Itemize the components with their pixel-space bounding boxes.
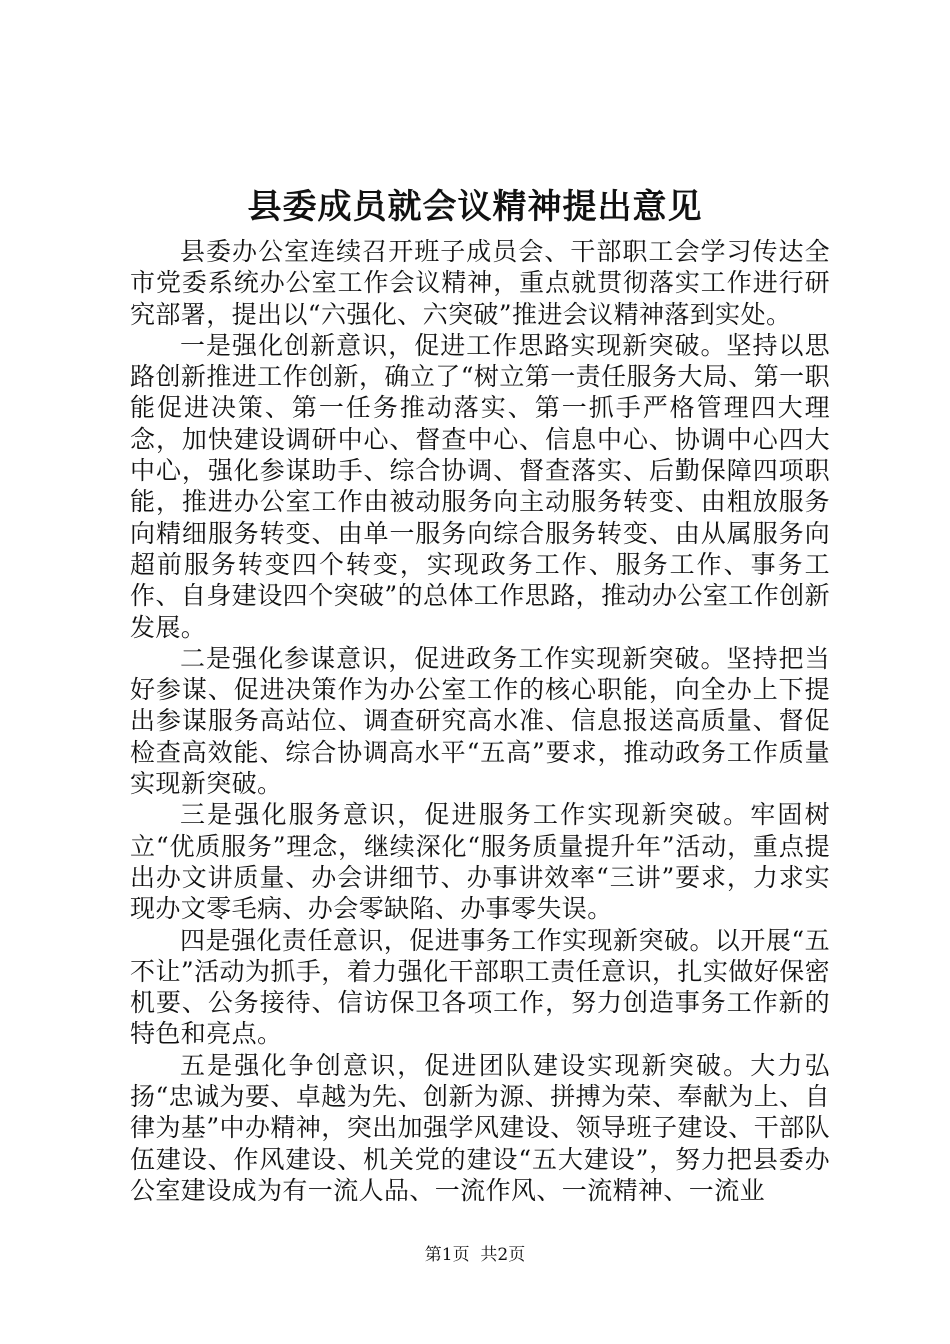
paragraph-point-5: 五是强化争创意识，促进团队建设实现新突破。大力弘扬“忠诚为要、卓越为先、创新为源、拼搏为荣、奉献为上、自律为基”中办精神，突出加强学风建设、领导班子建设、干部队伍建设、作风建设、机关党的建设“五大建设”，努力把县委办公室建设成为有一流人品、一流作风、一流精神、一流业 <box>130 1050 830 1205</box>
page-number: 第1页 <box>424 1245 470 1265</box>
paragraph-point-1: 一是强化创新意识，促进工作思路实现新突破。坚持以思路创新推进工作创新，确立了“树立第一责任服务大局、第一职能促进决策、第一任务推动落实、第一抓手严格管理四大理念，加快建设调研中心、督查中心、信息中心、协调中心四大中心，强化参谋助手、综合协调、督查落实、后勤保障四项职能，推进办公室工作由被动服务向主动服务转变、由粗放服务向精细服务转变、由单一服务向综合服务转变、由从属服务向超前服务转变四个转变，实现政务工作、服务工作、事务工作、自身建设四个突破”的总体工作思路，推动办公室工作创新发展。 <box>130 330 830 642</box>
page-total: 共2页 <box>480 1245 526 1265</box>
paragraph-intro: 县委办公室连续召开班子成员会、干部职工会学习传达全市党委系统办公室工作会议精神，重点就贯彻落实工作进行研究部署，提出以“六强化、六突破”推进会议精神落到实处。 <box>130 237 830 329</box>
paragraph-point-2: 二是强化参谋意识，促进政务工作实现新突破。坚持把当好参谋、促进决策作为办公室工作的核心职能，向全办上下提出参谋服务高站位、调查研究高水准、信息报送高质量、督促检查高效能、综合协调高水平“五高”要求，推动政务工作质量实现新突破。 <box>130 643 830 799</box>
document-body <box>130 236 830 1206</box>
document-title: 县委成员就会议精神提出意见 <box>247 187 703 227</box>
page-footer <box>0 1243 950 1267</box>
paragraph-point-3: 三是强化服务意识，促进服务工作实现新突破。牢固树立“优质服务”理念，继续深化“服务质量提升年”活动，重点提出办文讲质量、办会讲细节、办事讲效率“三讲”要求，力求实现办文零毛病、办会零缺陷、办事零失误。 <box>130 800 830 924</box>
paragraph-point-4: 四是强化责任意识，促进事务工作实现新突破。以开展“五不让”活动为抓手，着力强化干部职工责任意识，扎实做好保密机要、公务接待、信访保卫各项工作，努力创造事务工作新的特色和亮点。 <box>130 925 830 1049</box>
